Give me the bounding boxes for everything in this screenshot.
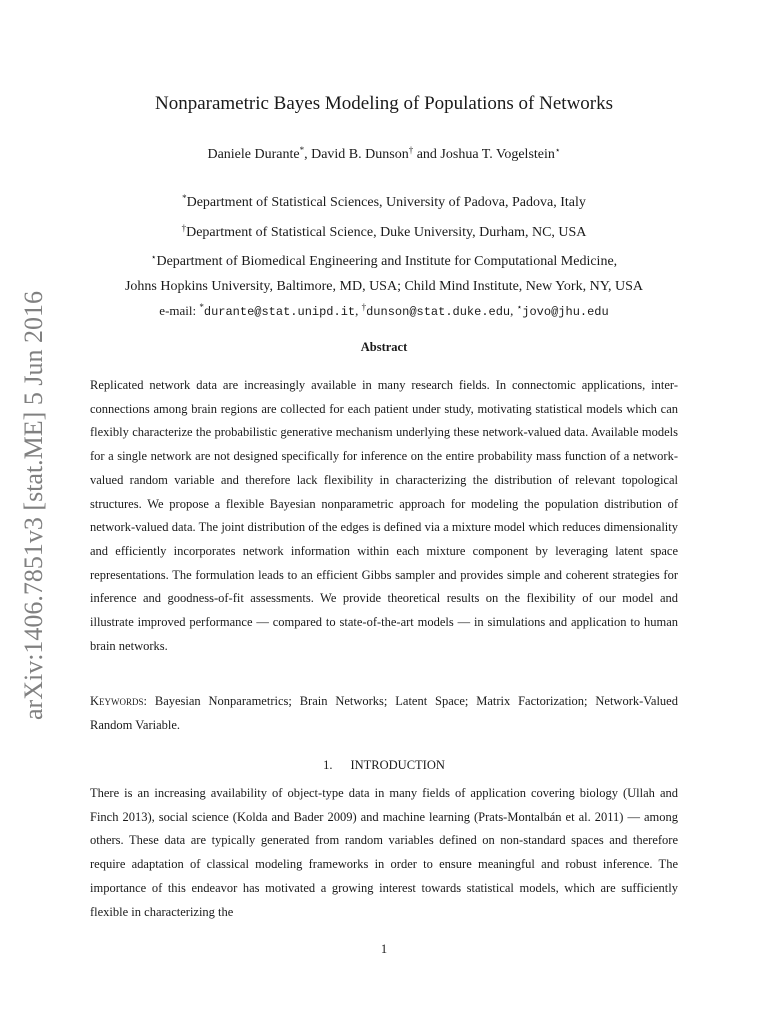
paper-title: Nonparametric Bayes Modeling of Populations of Networks [154, 93, 614, 114]
keywords-label: Keywords: [90, 694, 147, 708]
affiliation-list [90, 186, 678, 299]
author-list [90, 145, 678, 163]
abstract-heading: Abstract [360, 340, 408, 354]
affiliation-mark: † [181, 222, 187, 233]
arxiv-identifier-stamp: arXiv:1406.7851v3 [stat.ME] 5 Jun 2016 [19, 291, 48, 720]
email-address[interactable]: durante@stat.unipd.it [203, 305, 356, 319]
page-number: 1 [380, 942, 388, 956]
abstract-text: Replicated network data are increasingly available in many research fields. In connectomic applications, inter-connections among brain regions are collected for each patient under study, motivating statistical models which can flexibly characterize the probabilistic generative mechanism underlying these network-valued data. Available models for a single network are not designed specifically for inference on the entire probability mass function of a network-valued random variable and therefore lack flexibility in characterizing the distribution of relevant topological structures. We propose a flexible Bayesian nonparametric approach for modeling the population distribution of network-valued data. The joint distribution of the edges is defined via a mixture model which reduces dimensionality and efficiently incorporates network information within each mixture component by leveraging latent space representations. The formulation leads to an efficient Gibbs sampler and provides simple and coherent strategies for inference and goodness-of-fit assessments. We provide theoretical results on the flexibility of our model and illustrate improved performance — compared to state-of-the-art models — in simulations and application to human brain networks. [90, 378, 678, 653]
section-heading [90, 758, 678, 773]
author-mark: † [408, 145, 414, 155]
email-label: e-mail: [159, 303, 200, 318]
affiliation-line [90, 275, 678, 300]
email-address[interactable]: jovo@jhu.edu [522, 305, 609, 319]
affiliation-mark: ⋆ [150, 252, 157, 262]
email-separator: , [355, 303, 362, 318]
affiliation-line [90, 216, 678, 246]
author-name: Daniele Durante [207, 147, 300, 162]
email-line [90, 302, 678, 319]
author-separator: , [304, 147, 312, 162]
affiliation-text: Department of Statistical Sciences, University of Padova, Padova, Italy [186, 195, 586, 210]
author-mark: * [299, 145, 305, 155]
email-address[interactable]: dunson@stat.duke.edu [366, 305, 511, 319]
affiliation-text: Department of Biomedical Engineering and Institute for Computational Medicine, [156, 254, 618, 269]
affiliation-text: Department of Statistical Science, Duke University, Durham, NC, USA [186, 224, 587, 240]
affiliation-line [90, 245, 678, 275]
affiliation-mark: * [182, 193, 187, 203]
email-mark: † [361, 302, 367, 312]
affiliation-text: Johns Hopkins University, Baltimore, MD, USA; Child Mind Institute, New York, NY, USA [124, 278, 644, 294]
author-name: David B. Dunson [311, 147, 409, 162]
keywords-block [90, 690, 678, 737]
affiliation-line [90, 186, 678, 216]
email-mark: ⋆ [516, 302, 523, 312]
section-number: 1. [323, 758, 333, 772]
email-separator: , [510, 303, 517, 318]
author-separator: and [413, 147, 441, 162]
author-mark: ⋆ [554, 145, 561, 155]
section-title: INTRODUCTION [350, 758, 445, 772]
author-name: Joshua T. Vogelstein [440, 147, 555, 162]
keywords-text: Bayesian Nonparametrics; Brain Networks; Latent Space; Matrix Factorization; Network-Valued Random Variable. [90, 694, 678, 732]
email-mark: * [199, 302, 204, 312]
introduction-text: There is an increasing availability of object-type data in many fields of application covering biology (Ullah and Finch 2013), social science (Kolda and Bader 2009) and machine learning (Prats-Montalbán et al. 2011) — among others. These data are typically generated from random variables defined on non-standard spaces and therefore require adaptation of classical modeling frameworks in order to ensure meaningful and robust inference. The importance of this endeavor has motivated a growing interest towards statistical models, which are sufficiently flexible in characterizing the [90, 786, 678, 919]
